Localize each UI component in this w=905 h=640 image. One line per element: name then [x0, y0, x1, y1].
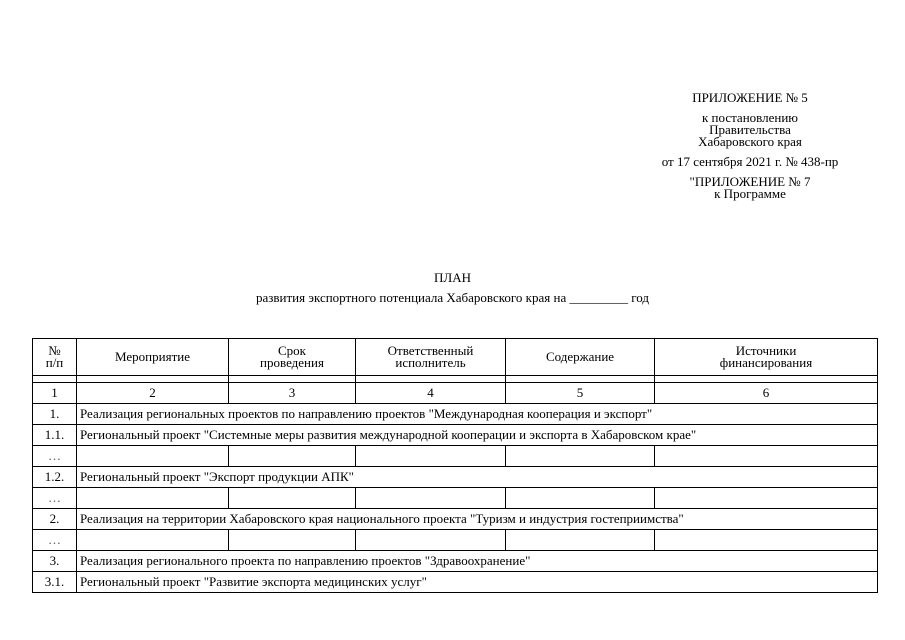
cell	[506, 530, 655, 551]
column-number: 2	[77, 383, 229, 404]
row-number: 1.2.	[33, 467, 77, 488]
row-text: Реализация региональных проектов по направлению проектов "Международная кооперация и экспорт"	[77, 404, 878, 425]
cell	[77, 488, 229, 509]
row-number: 3.	[33, 551, 77, 572]
plan-subtitle: развития экспортного потенциала Хабаровского края на _________ год	[256, 290, 649, 305]
appendix-program-line: к Программе	[714, 186, 786, 201]
appendix-resolution-line: к постановлению	[701, 110, 799, 125]
row-text: Региональный проект "Экспорт продукции АПК"	[77, 467, 878, 488]
appendix-date-line: от 17 сентября 2021 г. № 438-пр	[661, 154, 839, 169]
cell	[77, 530, 229, 551]
table-row-empty	[33, 530, 878, 551]
row-number: 2.	[33, 509, 77, 530]
cell	[655, 488, 878, 509]
plan-title: ПЛАН	[434, 270, 471, 285]
cell	[655, 446, 878, 467]
row-number: 3.1.	[33, 572, 77, 593]
appendix-number: ПРИЛОЖЕНИЕ № 5	[692, 90, 808, 105]
column-number-row	[33, 383, 878, 404]
column-number: 4	[356, 383, 506, 404]
header-gap	[33, 376, 878, 383]
row-text: Региональный проект "Развитие экспорта медицинских услуг"	[77, 572, 878, 593]
header-deadline: Срок проведения	[229, 339, 356, 376]
cell	[655, 530, 878, 551]
appendix-program-number: "ПРИЛОЖЕНИЕ № 7	[689, 174, 811, 189]
cell	[229, 446, 356, 467]
cell	[506, 488, 655, 509]
header-event: Мероприятие	[77, 339, 229, 376]
header-content: Содержание	[506, 339, 655, 376]
table-row-section	[33, 404, 878, 425]
row-number: …	[33, 446, 77, 467]
row-number: …	[33, 530, 77, 551]
row-text: Региональный проект "Системные меры развития международной кооперации и экспорта в Хабаровском крае"	[77, 425, 878, 446]
appendix-region-line: Хабаровского края	[698, 134, 802, 149]
cell	[229, 530, 356, 551]
plan-table	[32, 338, 878, 593]
row-text: Реализация на территории Хабаровского края национального проекта "Туризм и индустрия гостеприимства"	[77, 509, 878, 530]
table-row-section	[33, 551, 878, 572]
cell	[356, 446, 506, 467]
column-number: 6	[655, 383, 878, 404]
appendix-block	[630, 90, 870, 200]
header-funding: Источники финансирования	[655, 339, 878, 376]
row-number: 1.	[33, 404, 77, 425]
table-row-project	[33, 425, 878, 446]
table-row-project	[33, 572, 878, 593]
header-executor: Ответственный исполнитель	[356, 339, 506, 376]
table-row-project	[33, 467, 878, 488]
table-header-row	[33, 339, 878, 376]
cell	[356, 530, 506, 551]
cell	[229, 488, 356, 509]
cell	[356, 488, 506, 509]
header-number: № п/п	[33, 339, 77, 376]
table-row-empty	[33, 488, 878, 509]
cell	[77, 446, 229, 467]
column-number: 5	[506, 383, 655, 404]
row-text: Реализация регионального проекта по направлению проектов "Здравоохранение"	[77, 551, 878, 572]
column-number: 3	[229, 383, 356, 404]
cell	[506, 446, 655, 467]
column-number: 1	[33, 383, 77, 404]
appendix-government-line: Правительства	[709, 122, 791, 137]
row-number: …	[33, 488, 77, 509]
table-row-section	[33, 509, 878, 530]
row-number: 1.1.	[33, 425, 77, 446]
table-row-empty	[33, 446, 878, 467]
